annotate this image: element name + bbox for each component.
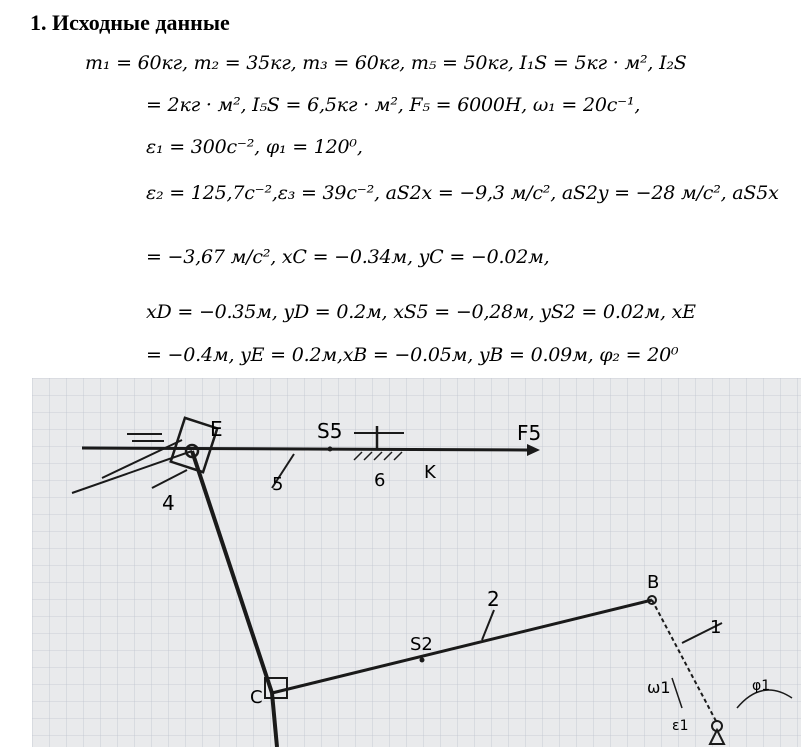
label-6: 6	[374, 470, 386, 491]
mechanism-sketch	[32, 378, 801, 747]
equation-line-2: = 2кг · м², I₅S = 6,5кг · м², F₅ = 6000Н, ω₁ = 20с⁻¹,	[146, 94, 641, 116]
label-eps1: ε1	[672, 718, 689, 734]
label-1: 1	[710, 617, 722, 638]
point-S2	[420, 658, 425, 663]
equation-line-7: = −0.4м, yE = 0.2м,xB = −0.05м, yB = 0.09м, φ₂ = 20⁰	[146, 344, 679, 366]
slider-guide-line	[82, 448, 527, 450]
label-C: C	[250, 687, 263, 708]
section-heading: 1. Исходные данные	[30, 10, 230, 35]
label-S2: S2	[410, 634, 433, 655]
equation-line-1: m₁ = 60кг, m₂ = 35кг, m₃ = 60кг, m₅ = 50кг, I₁S = 5кг · м², I₂S	[85, 52, 687, 74]
label-4: 4	[162, 491, 175, 515]
label-B: B	[647, 572, 660, 593]
mechanism-sketch-photo	[32, 378, 801, 747]
equation-line-4: ε₂ = 125,7с⁻²,ε₃ = 39с⁻², aS2x = −9,3 м/с², aS2y = −28 м/с², aS5x	[146, 182, 779, 204]
label-F5: F5	[517, 421, 542, 445]
label-S5: S5	[317, 419, 343, 443]
equation-line-6: xD = −0.35м, yD = 0.2м, xS5 = −0,28м, yS2 = 0.02м, xE	[146, 301, 696, 323]
point-S5	[328, 447, 333, 452]
label-2: 2	[487, 587, 500, 611]
label-E: E	[210, 417, 223, 441]
label-omega1: ω1	[647, 678, 671, 697]
label-phi1: φ1	[752, 678, 771, 694]
label-K: K	[424, 462, 436, 483]
equation-line-3: ε₁ = 300с⁻², φ₁ = 120⁰,	[146, 136, 363, 158]
label-5: 5	[272, 474, 284, 495]
equation-line-5: = −3,67 м/с², xC = −0.34м, yC = −0.02м,	[146, 246, 550, 268]
